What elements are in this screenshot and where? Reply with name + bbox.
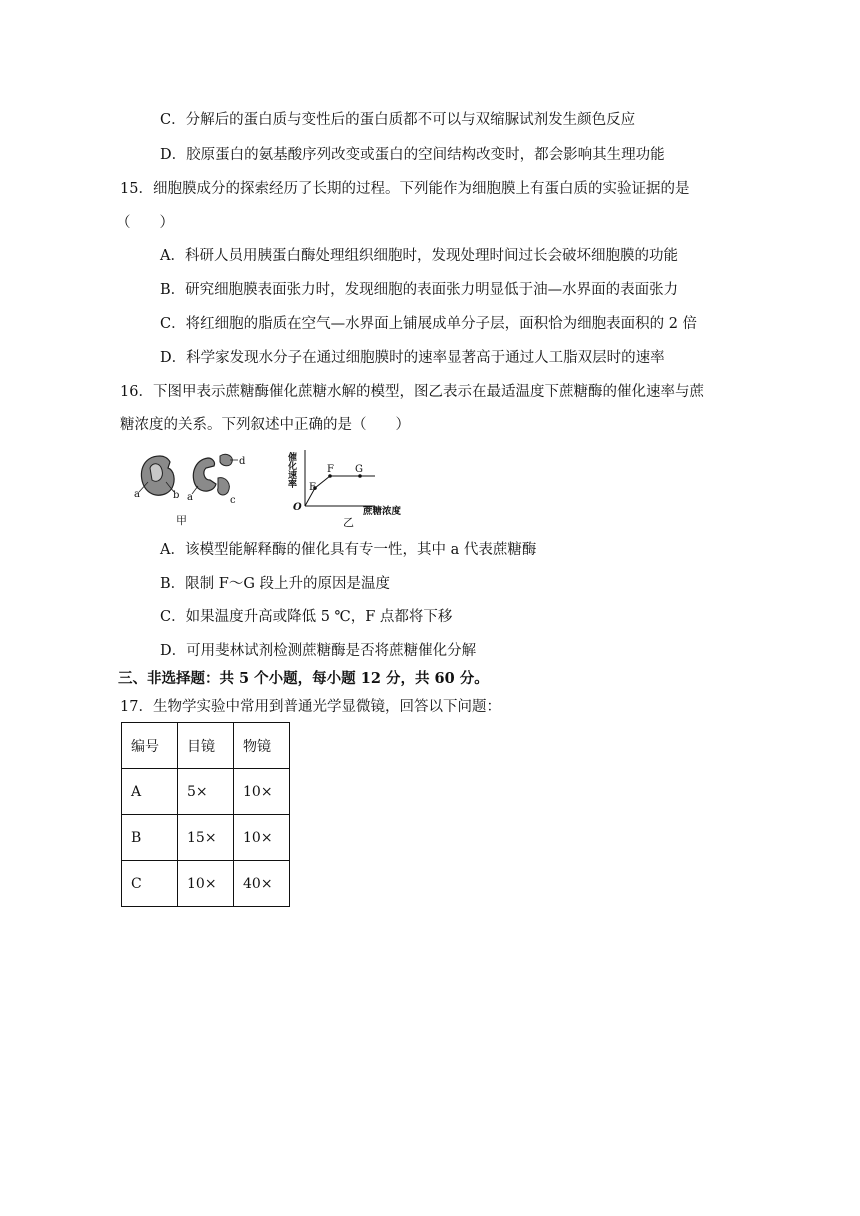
point-e-label: E — [309, 482, 317, 493]
q16-stem-line2: 糖浓度的关系。下列叙述中正确的是（ ） — [120, 417, 410, 433]
q16-option-b: B．限制 F～G 段上升的原因是温度 — [160, 576, 391, 592]
table-row — [122, 769, 290, 815]
label-a-right: a — [187, 492, 193, 503]
caption-jia: 甲 — [176, 514, 187, 527]
q15-option-b: B．研究细胞膜表面张力时，发现细胞的表面张力明显低于油—水界面的表面张力 — [160, 282, 679, 298]
point-g-label: G — [355, 464, 363, 475]
figure-jia-enzyme-model — [130, 448, 255, 530]
q15-option-a: A．科研人员用胰蛋白酶处理组织细胞时，发现处理时间过长会破坏细胞膜的功能 — [160, 248, 678, 264]
q15-answer-paren: （ ） — [116, 215, 174, 231]
table-cell: 40× — [234, 861, 290, 907]
label-a-left: a — [134, 489, 140, 500]
label-c: c — [230, 495, 236, 506]
table-cell: A — [122, 769, 178, 815]
table-cell: B — [122, 815, 178, 861]
table-cell: C — [122, 861, 178, 907]
q14-option-d: D．胶原蛋白的氨基酸序列改变或蛋白的空间结构改变时，都会影响其生理功能 — [160, 147, 665, 163]
origin-label: O — [293, 502, 302, 513]
label-b: b — [173, 490, 180, 501]
table-cell: 15× — [178, 815, 234, 861]
table-header-cell: 目镜 — [178, 723, 234, 769]
table-header-cell: 物镜 — [234, 723, 290, 769]
table-row — [122, 815, 290, 861]
section3-heading: 三、非选择题：共 5 个小题，每小题 12 分，共 60 分。 — [118, 670, 489, 687]
table-row — [122, 861, 290, 907]
microscope-table — [121, 722, 290, 907]
q15-stem: 15．细胞膜成分的探索经历了长期的过程。下列能作为细胞膜上有蛋白质的实验证据的是 — [120, 181, 690, 197]
y-axis-label: 催化速率 — [286, 452, 296, 488]
point-f-label: F — [327, 464, 334, 475]
table-header-cell: 编号 — [122, 723, 178, 769]
label-d: d — [239, 456, 246, 467]
table-cell: 10× — [178, 861, 234, 907]
q16-option-d: D．可用斐林试剂检测蔗糖酶是否将蔗糖催化分解 — [160, 643, 477, 659]
enzyme-released-shape — [193, 458, 216, 491]
q16-option-c: C．如果温度升高或降低 5 ℃，F 点都将下移 — [160, 609, 453, 625]
x-axis-label: 蔗糖浓度 — [363, 506, 402, 517]
figure-yi-rate-chart — [285, 448, 415, 530]
table-cell: 10× — [234, 769, 290, 815]
product-c-shape — [218, 478, 230, 495]
q15-option-d: D．科学家发现水分子在通过细胞膜时的速率显著高于通过人工脂双层时的速率 — [160, 350, 665, 366]
q14-option-c: C．分解后的蛋白质与变性后的蛋白质都不可以与双缩脲试剂发生颜色反应 — [160, 112, 636, 128]
q16-stem-line1: 16．下图甲表示蔗糖酶催化蔗糖水解的模型，图乙表示在最适温度下蔗糖酶的催化速率与蔗 — [120, 384, 704, 400]
q15-option-c: C．将红细胞的脂质在空气—水界面上铺展成单分子层，面积恰为细胞表面积的 2 倍 — [160, 316, 698, 332]
table-cell: 10× — [234, 815, 290, 861]
substrate-shape — [150, 464, 162, 482]
table-cell: 5× — [178, 769, 234, 815]
table-header-row — [122, 723, 290, 769]
caption-yi: 乙 — [343, 516, 354, 529]
q17-stem: 17．生物学实验中常用到普通光学显微镜，回答以下问题： — [120, 699, 501, 715]
q16-option-a: A．该模型能解释酶的催化具有专一性，其中 a 代表蔗糖酶 — [160, 542, 537, 558]
